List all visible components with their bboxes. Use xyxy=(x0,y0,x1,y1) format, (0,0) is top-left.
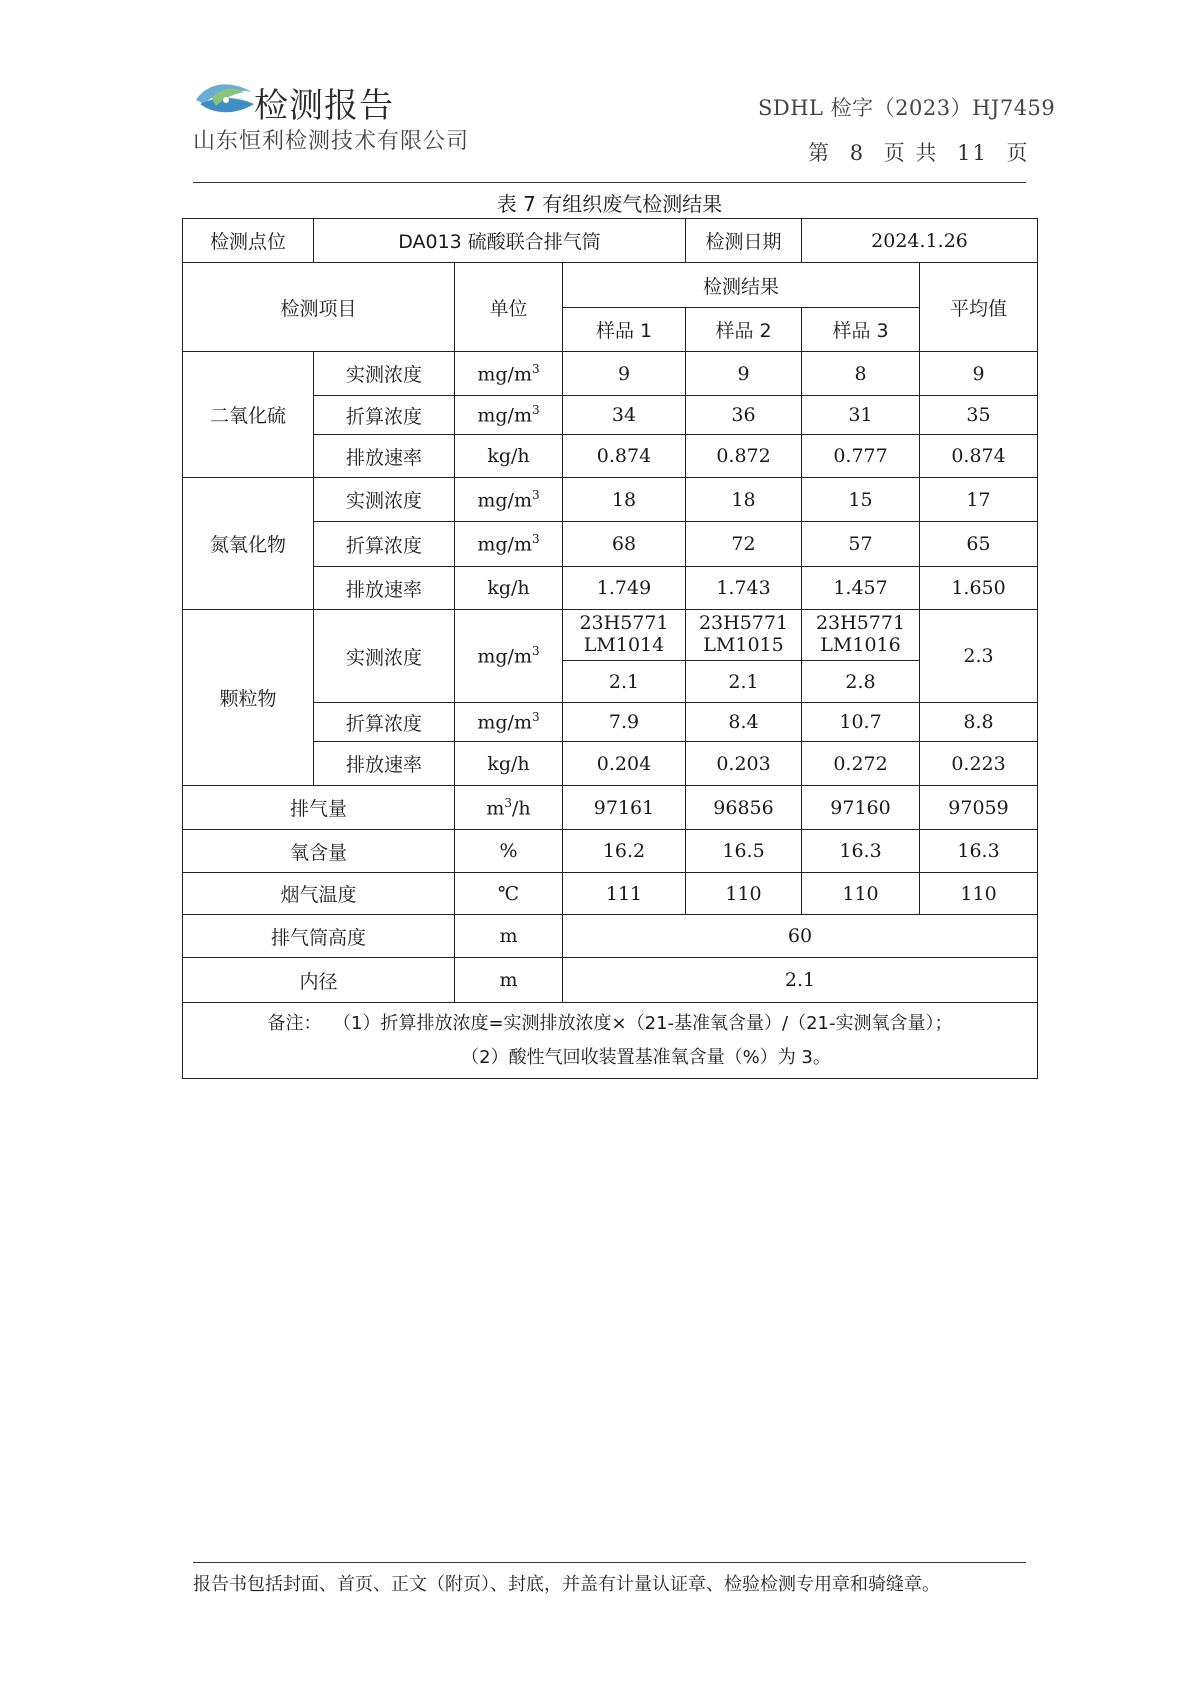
value-cell: 97161 xyxy=(563,786,686,830)
unit-cell: m xyxy=(455,958,563,1003)
unit-cell: m xyxy=(455,915,563,958)
value-cell: 2.1 xyxy=(563,661,686,703)
point-value: DA013 硫酸联合排气筒 xyxy=(314,219,686,263)
value-cell: 1.457 xyxy=(802,567,920,610)
value-cell: 1.743 xyxy=(686,567,802,610)
value-cell: 110 xyxy=(686,873,802,915)
page-current: 8 xyxy=(849,141,866,165)
item-name: 排放速率 xyxy=(314,435,455,478)
page-total: 11 xyxy=(957,141,988,165)
table-row xyxy=(183,873,1038,915)
note-line-1: 备注： （1）折算排放浓度=实测排放浓度×（21-基准氧含量）/（21-实测氧含量）； xyxy=(267,1012,953,1034)
average-cell: 9 xyxy=(920,352,1038,396)
table-row xyxy=(183,263,1038,308)
value-cell: 57 xyxy=(802,522,920,567)
average-cell: 35 xyxy=(920,396,1038,435)
unit-cell: kg/h xyxy=(455,435,563,478)
report-title: 检测报告 xyxy=(254,86,394,126)
item-name: 排放速率 xyxy=(314,742,455,786)
value-cell: 1.749 xyxy=(563,567,686,610)
item-name: 折算浓度 xyxy=(314,703,455,742)
value-cell: 15 xyxy=(802,478,920,522)
unit-cell: $mg/m^3$ xyxy=(455,352,563,396)
item-name: 氧含量 xyxy=(183,830,455,873)
point-label: 检测点位 xyxy=(183,219,314,263)
value-cell: 18 xyxy=(563,478,686,522)
footer-note: 报告书包括封面、首页、正文（附页）、封底，并盖有计量认证章、检验检测专用章和骑缝章。 xyxy=(193,1574,940,1595)
value-cell: 10.7 xyxy=(802,703,920,742)
table-row xyxy=(183,219,1038,263)
item-name: 烟气温度 xyxy=(183,873,455,915)
header-rule xyxy=(193,182,1026,183)
unit-cell: kg/h xyxy=(455,742,563,786)
unit-cell: $m^3/h$ xyxy=(455,786,563,830)
unit-cell: $mg/m^3$ xyxy=(455,478,563,522)
average-cell: 65 xyxy=(920,522,1038,567)
item-name: 排气筒高度 xyxy=(183,915,455,958)
date-label: 检测日期 xyxy=(686,219,802,263)
average-cell: 110 xyxy=(920,873,1038,915)
value-cell: 97160 xyxy=(802,786,920,830)
page-label-prefix: 第 xyxy=(808,141,831,165)
value-cell: 7.9 xyxy=(563,703,686,742)
item-name: 内径 xyxy=(183,958,455,1003)
value-cell: 34 xyxy=(563,396,686,435)
item-name: 折算浓度 xyxy=(314,396,455,435)
company-logo xyxy=(194,78,256,118)
header-sample-1: 样品 1 xyxy=(563,308,686,352)
value-cell: 18 xyxy=(686,478,802,522)
value-cell: 8 xyxy=(802,352,920,396)
table-row xyxy=(183,958,1038,1003)
value-cell: 96856 xyxy=(686,786,802,830)
unit-cell: % xyxy=(455,830,563,873)
unit-cell: $mg/m^3$ xyxy=(455,522,563,567)
notes-cell xyxy=(183,1003,1038,1079)
unit-cell: $mg/m^3$ xyxy=(455,396,563,435)
value-cell: 0.777 xyxy=(802,435,920,478)
item-name: 排放速率 xyxy=(314,567,455,610)
value-cell: 0.203 xyxy=(686,742,802,786)
value-cell: 16.5 xyxy=(686,830,802,873)
table-row xyxy=(183,1003,1038,1079)
average-cell: 16.3 xyxy=(920,830,1038,873)
average-cell: 17 xyxy=(920,478,1038,522)
sample-code-cell: 23H5771 LM1015 xyxy=(686,610,802,661)
value-cell: 31 xyxy=(802,396,920,435)
pollutant-name: 氮氧化物 xyxy=(183,478,314,610)
value-cell: 0.204 xyxy=(563,742,686,786)
unit-cell: ℃ xyxy=(455,873,563,915)
average-cell: 97059 xyxy=(920,786,1038,830)
header-results: 检测结果 xyxy=(563,263,920,308)
header-average: 平均值 xyxy=(920,263,1038,352)
average-cell: 0.874 xyxy=(920,435,1038,478)
header-unit: 单位 xyxy=(455,263,563,352)
footer-rule xyxy=(193,1562,1026,1563)
value-cell: 60 xyxy=(563,915,1038,958)
value-cell: 0.872 xyxy=(686,435,802,478)
pollutant-name: 颗粒物 xyxy=(183,610,314,786)
date-value: 2024.1.26 xyxy=(802,219,1038,263)
header-sample-2: 样品 2 xyxy=(686,308,802,352)
value-cell: 8.4 xyxy=(686,703,802,742)
unit-cell: $mg/m^3$ xyxy=(455,610,563,703)
table-row xyxy=(183,352,1038,396)
value-cell: 16.3 xyxy=(802,830,920,873)
item-name: 折算浓度 xyxy=(314,522,455,567)
page-label-suffix: 页 xyxy=(1006,141,1030,165)
sample-code-cell: 23H5771 LM1016 xyxy=(802,610,920,661)
sample-code-cell: 23H5771 LM1014 xyxy=(563,610,686,661)
value-cell: 2.8 xyxy=(802,661,920,703)
item-name: 实测浓度 xyxy=(314,610,455,703)
page-label-mid: 页 共 xyxy=(883,141,939,165)
table-row xyxy=(183,786,1038,830)
average-cell: 1.650 xyxy=(920,567,1038,610)
header-sample-3: 样品 3 xyxy=(802,308,920,352)
average-cell: 0.223 xyxy=(920,742,1038,786)
table-row xyxy=(183,478,1038,522)
value-cell: 111 xyxy=(563,873,686,915)
value-cell: 2.1 xyxy=(563,958,1038,1003)
table-row xyxy=(183,830,1038,873)
unit-cell: $mg/m^3$ xyxy=(455,703,563,742)
table-row xyxy=(183,915,1038,958)
header-item: 检测项目 xyxy=(183,263,455,352)
results-table xyxy=(182,218,1038,1079)
company-name: 山东恒利检测技术有限公司 xyxy=(193,129,470,154)
value-cell: 9 xyxy=(563,352,686,396)
value-cell: 72 xyxy=(686,522,802,567)
item-name: 排气量 xyxy=(183,786,455,830)
document-number: SDHL 检字（2023）HJ7459 xyxy=(758,96,1056,120)
page-indicator xyxy=(808,137,1030,167)
average-cell: 2.3 xyxy=(920,610,1038,703)
unit-cell: kg/h xyxy=(455,567,563,610)
pollutant-name: 二氧化硫 xyxy=(183,352,314,478)
item-name: 实测浓度 xyxy=(314,352,455,396)
value-cell: 36 xyxy=(686,396,802,435)
value-cell: 68 xyxy=(563,522,686,567)
note-line-2: （2）酸性气回收装置基准氧含量（%）为 3。 xyxy=(461,1046,831,1068)
value-cell: 110 xyxy=(802,873,920,915)
value-cell: 9 xyxy=(686,352,802,396)
average-cell: 8.8 xyxy=(920,703,1038,742)
value-cell: 0.874 xyxy=(563,435,686,478)
table-row xyxy=(183,610,1038,661)
table-caption: 表 7 有组织废气检测结果 xyxy=(496,192,723,216)
item-name: 实测浓度 xyxy=(314,478,455,522)
value-cell: 2.1 xyxy=(686,661,802,703)
value-cell: 16.2 xyxy=(563,830,686,873)
value-cell: 0.272 xyxy=(802,742,920,786)
